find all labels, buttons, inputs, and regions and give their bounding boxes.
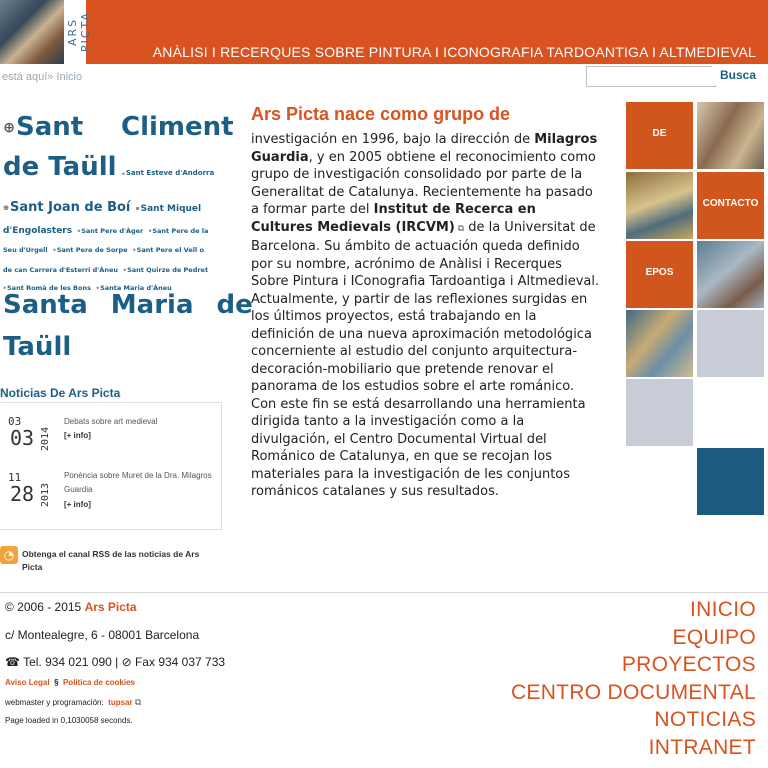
article-text: investigación en 1996, bajo la dirección de: [251, 132, 535, 147]
tag-label: Sant Esteve d'Andorra: [125, 169, 215, 177]
tag-sant-pere-seu-2[interactable]: [3, 246, 48, 254]
tag-label: d'Engolasters: [3, 226, 73, 236]
tag-label: Santa Maria de: [3, 290, 253, 320]
rss-icon[interactable]: ◔: [0, 546, 18, 564]
tile-image[interactable]: [626, 310, 693, 377]
site-tagline: ANÀLISI I RECERQUES SOBRE PINTURA I ICONOGRAFIA TARDOANTIGA I ALTMEDIEVAL: [152, 44, 756, 60]
tag-label: Sant Pere de la: [152, 227, 209, 235]
magnifier-icon: ⊕: [3, 286, 6, 290]
tag-label: de Taüll: [3, 152, 117, 182]
magnifier-icon: ⊕: [121, 170, 125, 176]
magnifier-icon: ⊕: [132, 248, 136, 252]
webmaster-label: webmaster y programación:: [5, 698, 104, 707]
tile-image[interactable]: [697, 241, 764, 308]
tag-sant-climent-3[interactable]: [3, 152, 117, 182]
tag-sant-esteve[interactable]: [122, 169, 215, 177]
tile-epos[interactable]: [626, 241, 693, 308]
search-button[interactable]: Busca: [712, 66, 764, 85]
tile-blue[interactable]: [697, 448, 764, 515]
page-loaded-time: Page loaded in 0,1030058 seconds.: [5, 716, 133, 725]
footer-nav-proyectos[interactable]: PROYECTOS: [621, 653, 756, 676]
tag-sant-joan[interactable]: [3, 200, 130, 215]
tag-label: Seu d'Urgell: [3, 246, 48, 254]
footer-divider: [0, 592, 768, 593]
tag-label: Sant Pere el Vell o: [136, 246, 204, 254]
cookies-link[interactable]: Política de cookies: [62, 678, 135, 687]
tag-label: Sant Quirze de Pedret: [127, 266, 209, 274]
tile-de[interactable]: [626, 102, 693, 169]
tag-label: de can Carrera d'Esterri d'Àneu: [3, 266, 118, 274]
tag-sant-pere-sorpe[interactable]: [53, 246, 128, 254]
magnifier-icon: ⊕: [3, 203, 9, 212]
tag-sant-pere-ager[interactable]: [77, 227, 143, 235]
tag-label: Sant: [15, 112, 84, 142]
tag-sant-miquel-2[interactable]: [3, 226, 72, 236]
news-title[interactable]: Ponència sobre Muret de la Dra. Milagros Guardia: [64, 471, 212, 494]
tile-label: CONTACTO: [702, 198, 759, 209]
tag-sant-miquel[interactable]: [135, 204, 201, 214]
tag-label: Taüll: [3, 332, 72, 362]
tile-blank: [697, 310, 764, 377]
article-text: , y en 2005 obtiene el reconocimiento como grupo de investigación consolidado por parte de la Generalitat de Catalunya. Recientemente ha pasado a formar parte del: [251, 149, 596, 217]
magnifier-icon: ⊕: [77, 229, 81, 233]
tag-sant-pere-seu[interactable]: [148, 227, 208, 235]
article-bold-institute[interactable]: Institut de Recerca en Cultures Medievals (IRCVM): [251, 202, 536, 235]
news-date-year: 2014: [40, 426, 51, 451]
news-more-link[interactable]: [+ info]: [64, 431, 91, 440]
copyright: [5, 600, 137, 614]
footer-nav-noticias[interactable]: NOTICIAS: [654, 708, 756, 731]
address: c/ Montealegre, 6 - 08001 Barcelona: [5, 628, 200, 642]
logo-text[interactable]: ARS PICTA: [66, 11, 92, 53]
footer-nav: [511, 596, 756, 761]
news-date-month: 03: [8, 415, 22, 428]
tag-sant-pere-vell-2[interactable]: [3, 266, 118, 274]
phone-fax: ☎ Tel. 934 021 090 | ⊘ Fax 934 037 733: [5, 655, 226, 669]
magnifier-icon: ⊕: [135, 205, 140, 212]
tile-label: EPOS: [645, 267, 674, 278]
tag-label: Sant Romà de les Bons: [7, 284, 91, 292]
tile-grid: [626, 102, 768, 516]
external-link-icon[interactable]: ⧉: [454, 223, 465, 234]
tag-label: Climent: [121, 112, 234, 142]
tile-contacto[interactable]: [697, 172, 764, 239]
tag-sant-pere-vell[interactable]: [133, 246, 204, 254]
magnifier-icon: ⊕: [96, 286, 100, 290]
copyright-text: © 2006 - 2015: [5, 600, 82, 614]
magnifier-icon: ⊕: [3, 119, 15, 136]
news-date-month: 11: [8, 471, 22, 484]
article-body: [251, 131, 601, 501]
tile-label: DE: [652, 128, 667, 139]
webmaster-link[interactable]: tupsar: [108, 698, 133, 707]
logo-image[interactable]: [0, 0, 64, 64]
tile-image[interactable]: [697, 102, 764, 169]
legal-links: [5, 678, 135, 687]
tag-santa-maria-taull-2[interactable]: [3, 332, 71, 362]
tag-label: Sant Pere d'Àger: [81, 227, 144, 235]
site-header: [0, 0, 768, 64]
tag-santa-maria-taull[interactable]: [3, 290, 253, 320]
article-text: de la Universitat de Barcelona. Su ámbito de actuación queda definido por su nombre, acrónimo de Anàlisi i Recerques Sobre Pintura i IConografia Tardoantiga i Altmedieval. Actualmente, y partir de las reflexiones surgidas en los últimos proyectos, está trabajando en la definición de una nueva aproximación metodológica concerniente al estudio del conjunto arquitectura-decoración-mobiliario que pretende renovar el panorama de los estudios sobre el arte románico. Con este fin se está desarrollando una herramienta dirigida tanto a la investigación como a la divulgación, el Centro Documental Virtual del Románico de Catalunya, en que se recojan los materiales para la investigación de les conjuntos románicos catalanes y sus resultados.: [251, 219, 600, 499]
tile-image[interactable]: [626, 172, 693, 239]
news-more-link[interactable]: [+ info]: [64, 500, 91, 509]
magnifier-icon: ⊕: [148, 229, 152, 233]
webmaster: [5, 697, 141, 708]
news-heading: Noticias De Ars Picta: [0, 386, 121, 400]
footer-nav-centro-documental[interactable]: CENTRO DOCUMENTAL: [510, 680, 756, 704]
magnifier-icon: ⊕: [123, 268, 127, 272]
tag-label: Santa Maria d'Àneu: [100, 284, 172, 292]
legal-separator: §: [54, 678, 59, 687]
external-link-icon[interactable]: ⧉: [134, 697, 142, 707]
article-title: Ars Picta nace como grupo de: [251, 104, 511, 124]
tag-sant-climent-2[interactable]: [121, 112, 234, 142]
news-date-day: 28: [10, 482, 35, 506]
rss-link[interactable]: Obtenga el canal RSS de las noticias de Ars Picta: [22, 549, 200, 572]
search-input[interactable]: [586, 66, 716, 87]
tag-label: Sant Joan de Boí: [9, 200, 131, 215]
tag-sant-climent[interactable]: [3, 112, 83, 142]
breadcrumb: está aquí» Inicio: [2, 71, 83, 83]
tag-label: Sant Miquel: [140, 204, 202, 214]
news-list: [0, 402, 222, 530]
tile-blank: [626, 379, 693, 446]
news-date-year: 2013: [40, 482, 51, 507]
footer-nav-intranet[interactable]: INTRANET: [648, 735, 756, 759]
tag-label: Sant Pere de Sorpe: [56, 246, 128, 254]
article-bold-name: Milagros Guardia: [251, 132, 598, 165]
footer-nav-equipo[interactable]: EQUIPO: [672, 625, 756, 649]
news-date-day: 03: [10, 426, 35, 450]
magnifier-icon: ⊕: [52, 248, 56, 252]
footer-nav-inicio[interactable]: INICIO: [690, 598, 756, 621]
news-title[interactable]: Debats sobre art medieval: [64, 417, 158, 426]
copyright-name: Ars Picta: [84, 600, 137, 614]
tag-sant-quirze[interactable]: [123, 266, 208, 274]
legal-notice-link[interactable]: Aviso Legal: [5, 678, 50, 687]
